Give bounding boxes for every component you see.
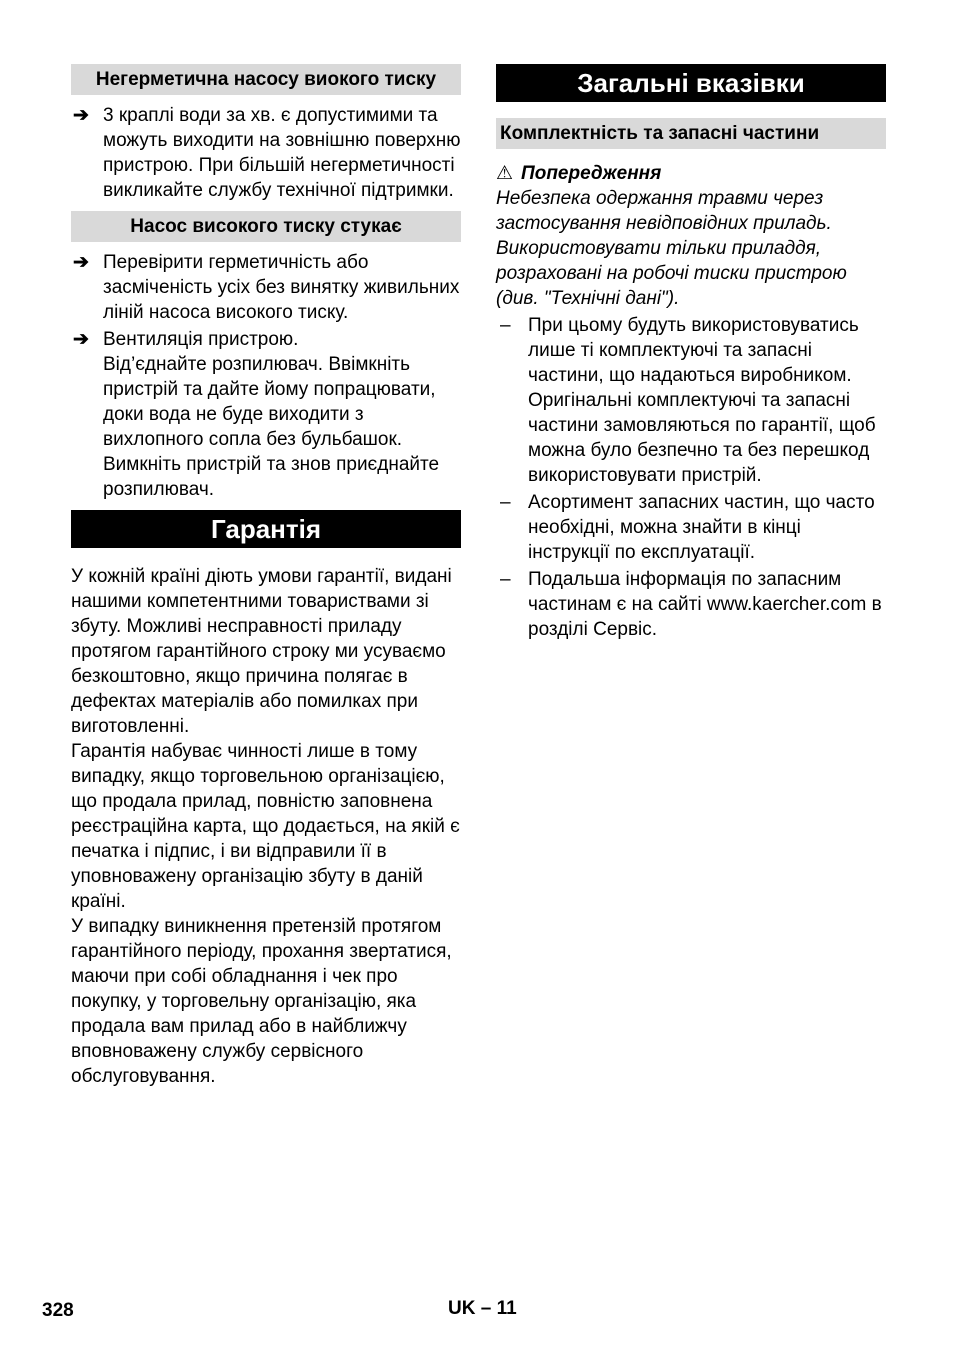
right-column bbox=[496, 64, 886, 644]
heading-parts: Комплектність та запасні частини bbox=[496, 118, 886, 149]
warranty-paragraph-1: У кожній країні діють умови гарантії, видані нашими компетентними товариствами зі збуту. Можливі несправності приладу протягом гарантійного строку ми усуваємо безкоштовно, якщо причина полягає в дефектах матеріалів або помилках при виготовленні. bbox=[71, 566, 452, 737]
arrow-item-leak: ➔ 3 краплі води за хв. є допустимими та можуть виходити на зовнішню поверхню пристрою. При більшій негерметичності викликайте службу технічної підтримки. bbox=[73, 105, 461, 201]
heading-pump-knocking: Насос високого тиску стукає bbox=[71, 211, 461, 242]
arrow-icon: ➔ bbox=[73, 105, 89, 126]
warning-title: ⚠ Попередження bbox=[496, 163, 662, 184]
language-page-label: UK – 11 bbox=[448, 1298, 517, 1319]
warranty-paragraph-2: Гарантія набуває чинності лише в тому випадку, якщо торговельною організацією, що продала прилад, повністю заповнена реєстраційна карта, що додається, на якій є печатка і підпис, і ви відправили її в уповноважену організацію збуту в даній країні. bbox=[71, 741, 460, 912]
left-column bbox=[71, 64, 461, 1089]
arrow-item-check-lines: ➔ Перевірити герметичність або засміченість усіх без винятку живильних ліній насоса високого тиску. bbox=[73, 252, 460, 323]
warranty-paragraph-3: У випадку виникнення претензій протягом гарантійного періоду, прохання звертатися, маючи при собі обладнання і чек про покупку, у торговельну організацію, яка продала вам прилад або в найближчу вповноважену службу сервісного обслуговування. bbox=[71, 916, 452, 1087]
heading-warranty: Гарантія bbox=[71, 510, 461, 548]
arrow-item-ventilation: ➔ Вентиляція пристрою. bbox=[73, 329, 299, 350]
heading-leaking-pump: Негерметична насосу виокого тиску bbox=[71, 64, 461, 95]
warning-triangle-icon: ⚠ bbox=[496, 163, 514, 184]
list-item: – При цьому будуть використовуватись лише ті комплектуючі та запасні частини, що надаються виробником. Оригінальні комплектуючі та запасні частини замовляються по гарантії, щоб можна було безпечно та без перешкод використовувати пристрій. bbox=[500, 315, 876, 486]
heading-general-notes: Загальні вказівки bbox=[496, 64, 886, 102]
warning-text: Небезпека одержання травми через застосування невідповідних приладь. Використовувати тільки приладдя, розраховані на робочі тиски пристрою (див. "Технічні дані"). bbox=[496, 188, 847, 309]
ventilation-instructions: Від’єднайте розпилювач. Ввімкніть пристрій та дайте йому попрацювати, доки вода не буде виходити з вихлопного сопла без бульбашок. Вимкніть пристрій та знов приєднайте розпилювач. bbox=[103, 354, 440, 500]
page-number: 328 bbox=[42, 1300, 74, 1321]
list-item: – Асортимент запасних частин, що часто необхідні, можна знайти в кінці інструкції по експлуатації. bbox=[500, 492, 875, 563]
arrow-icon: ➔ bbox=[73, 252, 89, 273]
arrow-icon: ➔ bbox=[73, 329, 89, 350]
list-item: – Подальша інформація по запасним частинам є на сайті www.kaercher.com в розділі Сервіс. bbox=[500, 569, 882, 640]
